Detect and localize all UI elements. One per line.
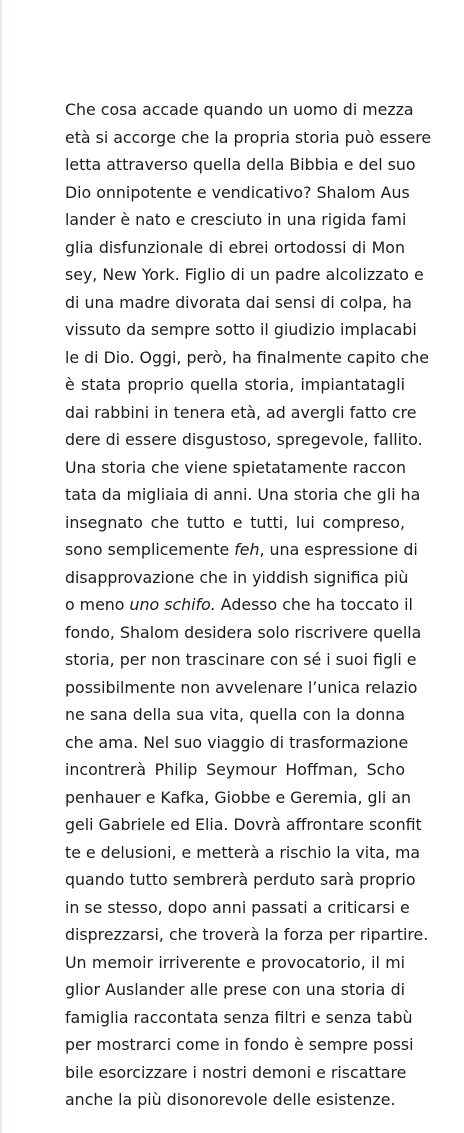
blurb-line: vissuto da sempre sotto il giudizio implacabi (65, 320, 417, 339)
blurb-line: Dio onnipotente e vendicativo? Shalom Aus (65, 182, 410, 202)
blurb-line: in se stesso, dopo anni passati a criticarsi e (65, 897, 410, 917)
blurb-line: le di Dio. Oggi, però, ha finalmente capito che (65, 347, 429, 367)
blurb-line: dai rabbini in tenera età, ad avergli fatto cre (65, 402, 417, 422)
blurb-line: che ama. Nel suo viaggio di trasformazione (65, 732, 409, 752)
blurb-line: disapprovazione che in yiddish significa più (65, 567, 409, 587)
blurb-line: Una storia che viene spietatamente raccon (65, 457, 406, 477)
blurb-line: glior Auslander alle prese con una storia di (65, 980, 405, 999)
blurb-line: glia disfunzionale di ebrei ortodossi di Mon (65, 237, 405, 257)
blurb-text: Adesso che ha toccato il (215, 595, 413, 614)
blurb-line (65, 536, 418, 564)
blurb-line: famiglia raccontata senza filtri e senza tabù (65, 1007, 413, 1027)
blurb-line: letta attraverso quella della Bibbia e del suo (65, 155, 416, 174)
blurb-italic-term: uno schifo. (129, 595, 216, 614)
blurb-line: di una madre divorata dai sensi di colpa, ha (65, 292, 412, 312)
blurb-text: , una espressione di (259, 540, 418, 559)
blurb-line: Un memoir irriverente e provocatorio, il mi (65, 952, 405, 972)
blurb-line: possibilmente non avvelenare l’unica relazio (65, 677, 418, 697)
blurb-line: quando tutto sembrerà perduto sarà proprio (65, 870, 416, 889)
blurb-line: ne sana della sua vita, quella con la donna (65, 705, 405, 724)
blurb-line: disprezzarsi, che troverà la forza per ripartire. (65, 925, 429, 944)
blurb-line: dere di essere disgustoso, spregevole, fallito. (65, 430, 423, 449)
blurb-line: geli Gabriele ed Elia. Dovrà affrontare sconfit (65, 815, 422, 834)
blurb-line: Che cosa accade quando un uomo di mezza (65, 100, 414, 119)
page-spine-edge (0, 0, 4, 1133)
blurb-line: è stata proprio quella storia, impiantatagli (65, 375, 405, 394)
blurb-line: te e delusioni, e metterà a rischio la vita, ma (65, 842, 421, 862)
blurb-text: sono semplicemente (65, 540, 235, 559)
blurb-line: tata da migliaia di anni. Una storia che gli ha (65, 485, 421, 504)
blurb-line: fondo, Shalom desidera solo riscrivere quella (65, 622, 422, 642)
back-cover-blurb (65, 96, 432, 1114)
blurb-line: incontrerà Philip Seymour Hoffman, Scho (65, 760, 405, 779)
blurb-line: lander è nato e cresciuto in una rigida fami (65, 210, 407, 229)
blurb-text: o meno (65, 595, 130, 614)
blurb-line: penhauer e Kafka, Giobbe e Geremia, gli an (65, 787, 412, 807)
blurb-line: età si accorge che la propria storia può essere (65, 127, 432, 147)
blurb-line: storia, per non trascinare con sé i suoi figli e (65, 650, 417, 669)
blurb-italic-term: feh (234, 540, 260, 559)
blurb-line: bile esorcizzare i nostri demoni e riscattare (65, 1062, 407, 1082)
blurb-line: per mostrarci come in fondo è sempre possi (65, 1035, 414, 1054)
blurb-line (65, 591, 413, 619)
blurb-line: insegnato che tutto e tutti, lui compreso, (65, 512, 405, 532)
blurb-line: sey, New York. Figlio di un padre alcolizzato e (65, 265, 424, 284)
blurb-line: anche la più disonorevole delle esistenze. (65, 1090, 396, 1109)
